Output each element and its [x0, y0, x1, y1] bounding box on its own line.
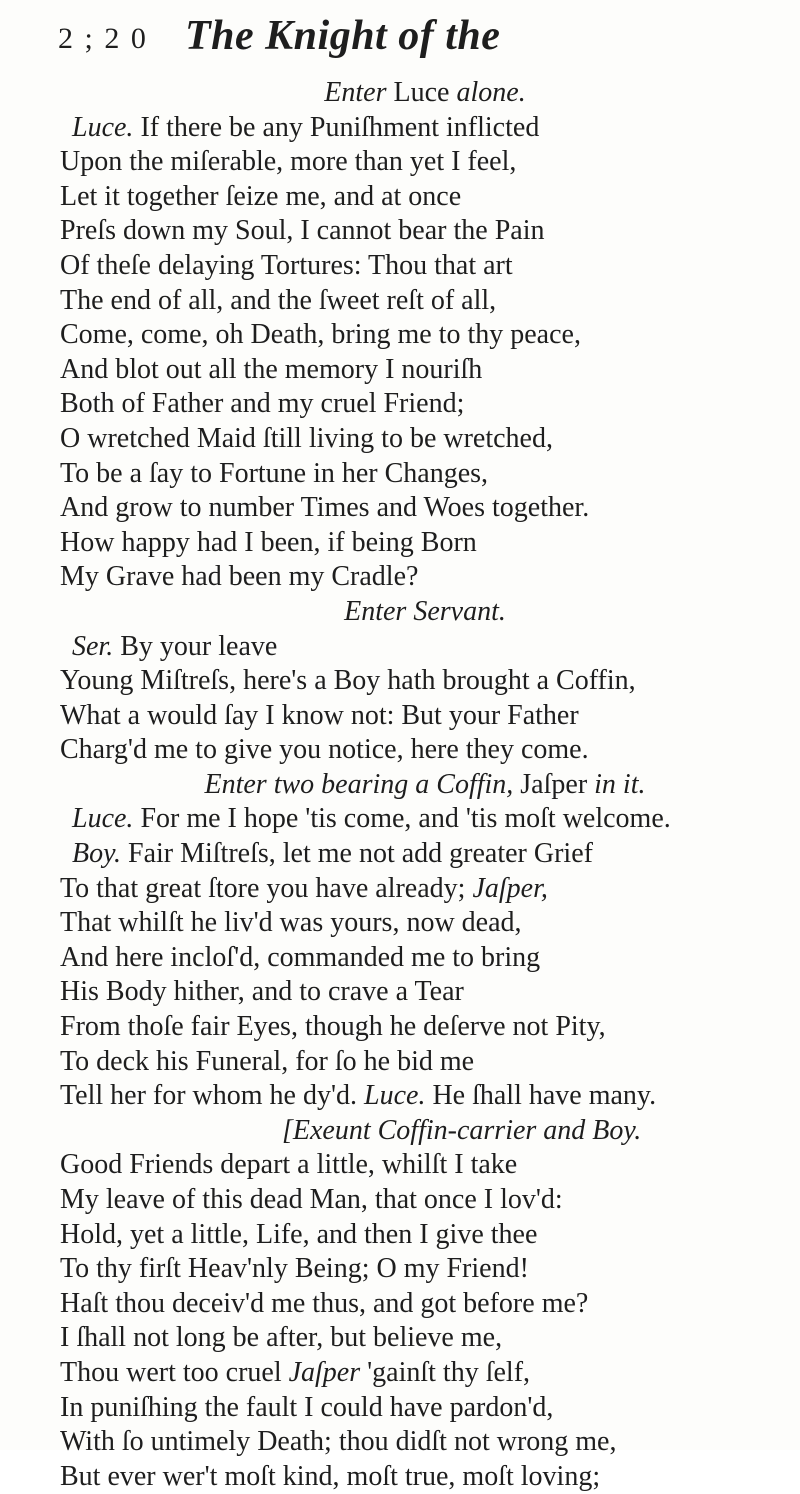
text-line: Boy. Fair Miſtreſs, let me not add greater Grief	[72, 838, 593, 870]
text-line: Young Miſtreſs, here's a Boy hath brought a Coffin,	[60, 665, 636, 697]
text-line: Luce. If there be any Puniſhment inflicted	[72, 111, 540, 143]
text-line: And here incloſ'd, commanded me to bring	[60, 941, 541, 973]
text-line: His Body hither, and to crave a Tear	[60, 976, 464, 1008]
speaker-name: Ser.	[72, 630, 114, 662]
text-line: To that great ſtore you have already; Jaſper,	[60, 872, 548, 904]
page-header	[0, 8, 800, 66]
text-line: And blot out all the memory I nouriſh	[60, 353, 483, 385]
text-line: To deck his Funeral, for ſo he bid me	[60, 1045, 475, 1077]
stage-direction: [Exeunt Coffin-carrier and Boy.	[282, 1114, 642, 1146]
text-line: To be a ſay to Fortune in her Changes,	[60, 457, 489, 489]
stage-direction: Enter Servant.	[344, 595, 506, 627]
text-line: Ser. By your leave	[72, 630, 278, 662]
text-line: And grow to number Times and Woes together.	[60, 492, 590, 524]
text-line: Luce. For me I hope 'tis come, and 'tis moſt welcome.	[72, 803, 671, 835]
text-line: Preſs down my Soul, I cannot bear the Pain	[60, 215, 545, 247]
text-line: To thy firſt Heav'nly Being; O my Friend!	[60, 1253, 529, 1285]
text-line: My leave of this dead Man, that once I lov'd:	[60, 1184, 563, 1215]
text-line: Haſt thou deceiv'd me thus, and got before me?	[60, 1287, 589, 1319]
text-line: Of theſe delaying Tortures: Thou that art	[60, 249, 513, 281]
text-line: The end of all, and the ſweet reſt of all,	[60, 284, 497, 316]
text-line: With ſo untimely Death; thou didſt not wrong me,	[60, 1426, 617, 1458]
text-line: Tell her for whom he dy'd. Luce. He ſhall have many.	[60, 1080, 657, 1112]
text-line: In puniſhing the fault I could have pardon'd,	[60, 1391, 554, 1423]
text-line: That whilſt he liv'd was yours, now dead,	[60, 907, 522, 939]
text-line: Both of Father and my cruel Friend;	[60, 388, 465, 420]
text-line: What a would ſay I know not: But your Father	[60, 699, 579, 731]
text-line: Hold, yet a little, Life, and then I give thee	[60, 1218, 538, 1250]
speaker-name: Luce.	[72, 803, 134, 835]
page-number: 2 ; 2 0	[58, 22, 148, 55]
text-line: From thoſe fair Eyes, though he deſerve not Pity,	[60, 1011, 606, 1043]
speaker-name: Boy.	[72, 838, 121, 870]
text-line: I ſhall not long be after, but believe me,	[60, 1322, 503, 1354]
text-line: My Grave had been my Cradle?	[60, 561, 419, 593]
text-line: How happy had I been, if being Born	[60, 526, 477, 558]
text-line: Good Friends depart a little, whilſt I take	[60, 1149, 518, 1181]
running-title: The Knight of the	[185, 13, 501, 59]
text-line: O wretched Maid ſtill living to be wretched,	[60, 422, 553, 454]
text-line: But ever wer't moſt kind, moſt true, moſt loving;	[60, 1460, 601, 1492]
play-text	[60, 76, 790, 1494]
speaker-name: Luce.	[72, 111, 134, 143]
speaker-name: Luce.	[364, 1080, 426, 1112]
stage-direction: Enter Luce alone.	[324, 77, 526, 108]
text-line: Come, come, oh Death, bring me to thy peace,	[60, 319, 581, 351]
text-line: Upon the miſerable, more than yet I feel,	[60, 146, 517, 178]
text-line: Thou wert too cruel Jaſper 'gainſt thy ſelf,	[60, 1356, 531, 1388]
stage-direction: Enter two bearing a Coffin, Jaſper in it.	[204, 768, 646, 800]
text-line: Let it together ſeize me, and at once	[60, 180, 462, 212]
text-line: Charg'd me to give you notice, here they come.	[60, 734, 589, 766]
